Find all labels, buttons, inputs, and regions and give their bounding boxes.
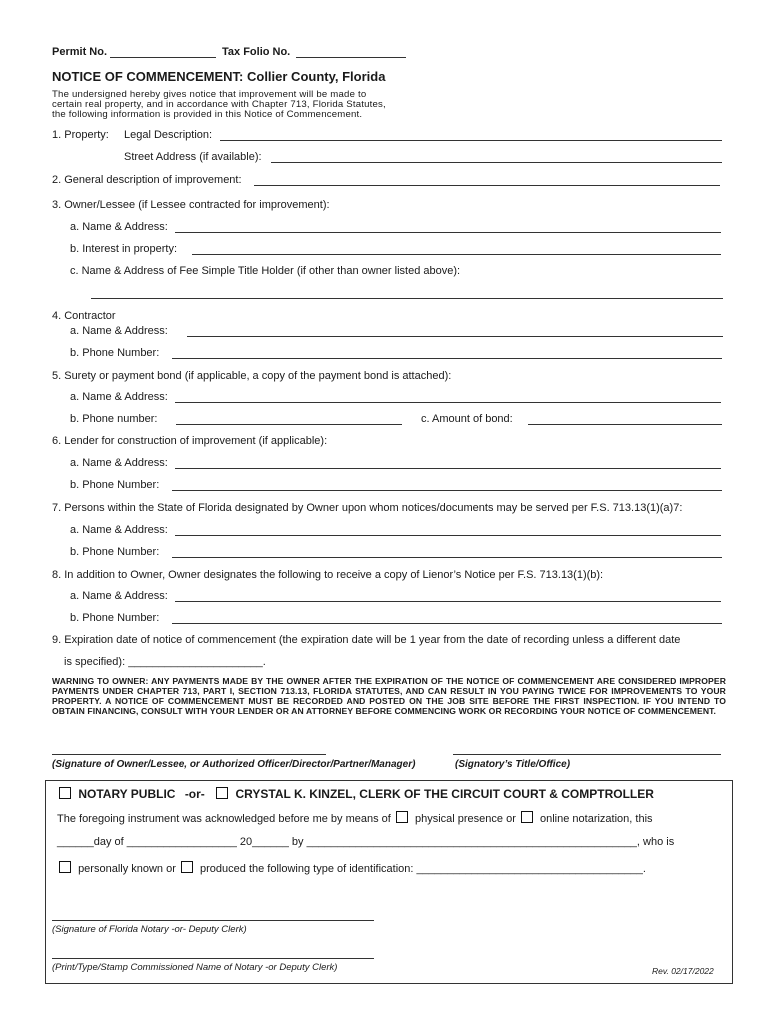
persons-name-label: a. Name & Address:: [70, 524, 168, 536]
notary-signature-line[interactable]: [52, 920, 374, 921]
lender-phone-field[interactable]: [172, 490, 722, 491]
owner-signature-line[interactable]: [52, 754, 326, 755]
lender-name-field[interactable]: [175, 468, 721, 469]
general-description-field[interactable]: [254, 185, 720, 186]
contractor-phone-field[interactable]: [172, 358, 722, 359]
owner-label: 3. Owner/Lessee (if Lessee contracted for improvement):: [52, 199, 330, 211]
surety-label: 5. Surety or payment bond (if applicable, a copy of the payment bond is attached):: [52, 370, 452, 382]
day-year-by-line[interactable]: ______day of __________________ 20______ by ______________________________________________________, who is: [57, 836, 675, 848]
physical-presence-label: physical presence or: [414, 813, 516, 825]
notary-name-caption: (Print/Type/Stamp Commissioned Name of Notary -or Deputy Clerk): [52, 962, 338, 973]
fee-holder-label: c. Name & Address of Fee Simple Title Holder (if other than owner listed above):: [70, 265, 461, 277]
notary-public-checkbox[interactable]: [59, 787, 71, 799]
produced-id-checkbox[interactable]: [181, 861, 193, 873]
contractor-name-field[interactable]: [187, 336, 723, 337]
lienor-phone-field[interactable]: [172, 623, 722, 624]
signatory-title-line[interactable]: [453, 754, 721, 755]
acknowledgment-text: The foregoing instrument was acknowledged before me by means of: [57, 813, 391, 825]
contractor-phone-label: b. Phone Number:: [70, 347, 160, 359]
designated-persons-label: 7. Persons within the State of Florida designated by Owner upon whom notices/documents may be served per F.S. 713.13(1)(a)7:: [52, 502, 683, 514]
contractor-name-label: a. Name & Address:: [70, 325, 168, 337]
page-title: NOTICE OF COMMENCEMENT: Collier County, Florida: [52, 69, 386, 84]
clerk-label: CRYSTAL K. KINZEL, CLERK OF THE CIRCUIT COURT & COMPTROLLER: [235, 787, 654, 801]
bond-amount-field[interactable]: [528, 424, 722, 425]
intro-line-3: the following information is provided in this Notice of Commencement.: [52, 109, 363, 120]
street-address-field[interactable]: [271, 162, 722, 163]
physical-presence-checkbox[interactable]: [396, 811, 408, 823]
persons-name-field[interactable]: [175, 535, 721, 536]
legal-description-label: Legal Description:: [124, 129, 213, 141]
street-address-label: Street Address (if available):: [124, 151, 262, 163]
surety-phone-field[interactable]: [176, 424, 402, 425]
surety-name-label: a. Name & Address:: [70, 391, 168, 403]
owner-name-field[interactable]: [175, 232, 721, 233]
intro-line-2: certain real property, and in accordance with Chapter 713, Florida Statutes,: [52, 99, 386, 110]
acknowledgment-line: [57, 811, 653, 826]
lienor-phone-label: b. Phone Number:: [70, 612, 160, 624]
owner-signature-caption: (Signature of Owner/Lessee, or Authorized Officer/Director/Partner/Manager): [52, 759, 416, 770]
owner-interest-field[interactable]: [192, 254, 721, 255]
notary-heading: [57, 787, 654, 801]
fee-holder-field[interactable]: [91, 298, 723, 299]
revision-date: Rev. 02/17/2022: [652, 966, 714, 976]
personally-known-checkbox[interactable]: [59, 861, 71, 873]
tax-folio-label: Tax Folio No.: [222, 46, 291, 58]
general-description-label: 2. General description of improvement:: [52, 174, 242, 186]
online-notarization-checkbox[interactable]: [521, 811, 533, 823]
lender-name-label: a. Name & Address:: [70, 457, 168, 469]
lienor-notice-label: 8. In addition to Owner, Owner designates the following to receive a copy of Lienor’s Notice per F.S. 713.13(1)(b):: [52, 569, 604, 581]
warning-to-owner: WARNING TO OWNER: ANY PAYMENTS MADE BY THE OWNER AFTER THE EXPIRATION OF THE NOTICE OF COMMENCEMENT ARE CONSIDERED IMPROPER PAYMENTS UNDER CHAPTER 713, PART I, SECTION 713.13, FLORIDA STATUTES, AND CAN RESULT IN YOU PAYING TWICE FOR IMPROVEMENTS TO YOUR PROPERTY. A NOTICE OF COMMENCEMENT MUST BE RECORDED AND POSTED ON THE JOB SITE BEFORE THE FIRST INSPECTION. IF YOU INTEND TO OBTAIN FINANCING, CONSULT WITH YOUR LENDER OR AN ATTORNEY BEFORE COMMENCING WORK OR RECORDING YOUR NOTICE OF COMMENCEMENT.: [52, 676, 726, 716]
notary-public-label: NOTARY PUBLIC: [78, 787, 176, 801]
owner-interest-label: b. Interest in property:: [70, 243, 177, 255]
expiration-label: 9. Expiration date of notice of commencement (the expiration date will be 1 year from the date of recording unless a different date: [52, 634, 681, 646]
lender-phone-label: b. Phone Number:: [70, 479, 160, 491]
identification-line: [57, 861, 646, 876]
signatory-title-caption: (Signatory’s Title/Office): [455, 759, 571, 770]
persons-phone-field[interactable]: [172, 557, 722, 558]
expiration-date-field[interactable]: is specified): ______________________.: [64, 656, 266, 668]
lienor-name-label: a. Name & Address:: [70, 590, 168, 602]
online-notarization-label: online notarization, this: [540, 813, 653, 825]
lienor-name-field[interactable]: [175, 601, 721, 602]
contractor-label: 4. Contractor: [52, 310, 116, 322]
personally-known-label: personally known or: [78, 863, 176, 875]
persons-phone-label: b. Phone Number:: [70, 546, 160, 558]
property-label: 1. Property:: [52, 129, 109, 141]
or-label: -or-: [184, 787, 205, 801]
owner-name-label: a. Name & Address:: [70, 221, 168, 233]
bond-amount-label: c. Amount of bond:: [421, 413, 513, 425]
surety-phone-label: b. Phone number:: [70, 413, 158, 425]
legal-description-field[interactable]: [220, 140, 722, 141]
tax-folio-field[interactable]: [296, 57, 406, 58]
intro-line-1: The undersigned hereby gives notice that improvement will be made to: [52, 89, 367, 100]
notary-name-line[interactable]: [52, 958, 374, 959]
notary-signature-caption: (Signature of Florida Notary -or- Deputy Clerk): [52, 924, 247, 935]
permit-number-field[interactable]: [110, 57, 216, 58]
clerk-checkbox[interactable]: [216, 787, 228, 799]
surety-name-field[interactable]: [175, 402, 721, 403]
permit-number-label: Permit No.: [52, 46, 108, 58]
lender-label: 6. Lender for construction of improvement (if applicable):: [52, 435, 328, 447]
produced-id-label[interactable]: produced the following type of identification: _____________________________________.: [200, 863, 646, 875]
